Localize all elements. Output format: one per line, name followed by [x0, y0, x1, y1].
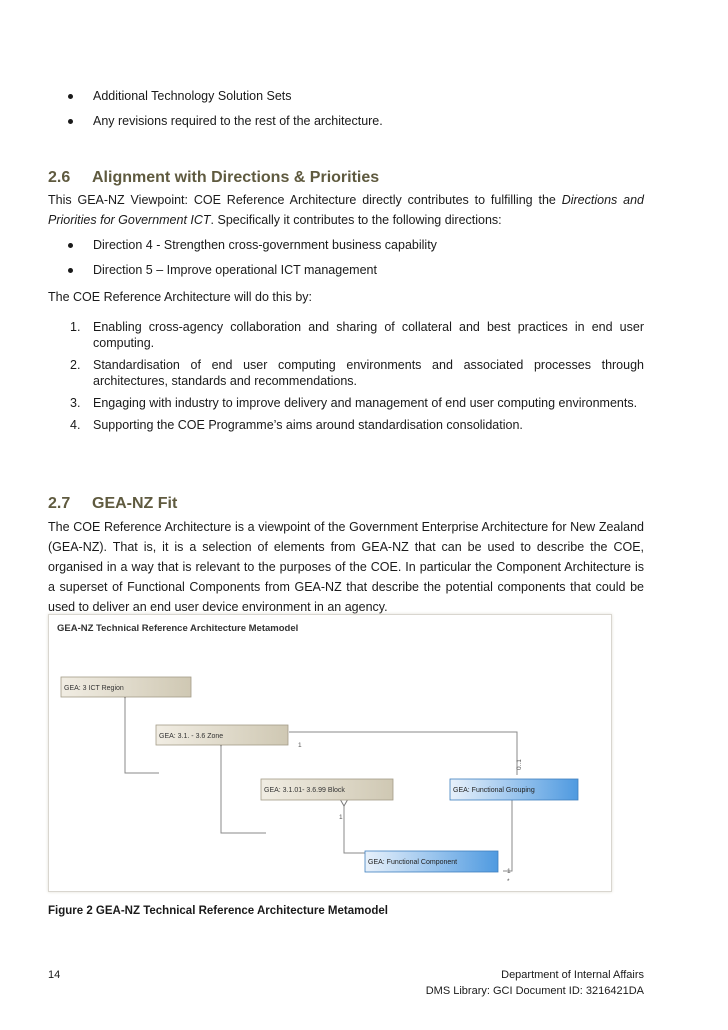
directions-list [68, 238, 437, 278]
connector-zone-grouping [289, 732, 517, 775]
bullet-icon [68, 268, 73, 273]
list-item [68, 89, 383, 104]
list-item [70, 395, 644, 411]
bullet-text: Additional Technology Solution Sets [93, 89, 292, 103]
bullet-icon [68, 119, 73, 124]
section-2-7-body: The COE Reference Architecture is a viewpoint of the Government Enterprise Architecture for New Zealand (GEA-NZ). That is, it is a selection of elements from GEA-NZ that can be used to describe the COE, organised in a way that is relevant to the purposes of the COE. In particular the Component Architecture is a superset of Functional Components from GEA-NZ that describe the potential components that could be used to deliver an end user device environment in an agency. [48, 520, 644, 614]
footer-doc-id: DMS Library: GCI Document ID: 3216421DA [425, 985, 644, 997]
section-number: 2.6 [48, 169, 71, 186]
section-number: 2.7 [48, 495, 71, 512]
multiplicity-label: 1 [507, 868, 511, 875]
list-item [68, 263, 437, 278]
figure-title: GEA-NZ Technical Reference Architecture Metamodel [57, 623, 299, 634]
item-text: Supporting the COE Programme’s aims around standardisation consolidation. [93, 418, 523, 432]
bullet-text: Direction 5 – Improve operational ICT management [93, 263, 377, 277]
lead-in-text: The COE Reference Architecture will do this by: [48, 290, 313, 304]
list-item [68, 238, 437, 253]
item-text: Standardisation of end user computing environments and associated processes through architectures, standards and recommendations. [93, 358, 644, 388]
metamodel-figure [48, 614, 612, 892]
intro-text-end: . Specifically it contributes to the following directions: [210, 213, 502, 227]
item-number: 4. [70, 418, 81, 432]
diagram-nodes [61, 677, 578, 872]
multiplicity-label: * [507, 878, 510, 885]
metamodel-diagram [49, 615, 611, 891]
bullet-text: Direction 4 - Strengthen cross-government business capability [93, 238, 437, 252]
item-number: 3. [70, 396, 81, 410]
top-bullet-list [68, 89, 383, 129]
numbered-list [70, 319, 644, 433]
list-item [68, 114, 383, 129]
list-item [70, 357, 644, 389]
list-item [70, 417, 644, 433]
item-number: 1. [70, 320, 81, 334]
figure-caption: Figure 2 GEA-NZ Technical Reference Architecture Metamodel [48, 905, 388, 917]
section-2-6-intro [48, 190, 644, 230]
section-title: Alignment with Directions & Priorities [92, 169, 380, 186]
multiplicity-label: 0..1 [516, 759, 523, 770]
item-text: Engaging with industry to improve delivery and management of end user computing environments. [93, 396, 638, 410]
node-label: GEA: 3 ICT Region [64, 685, 124, 692]
connector-region-zone [125, 698, 159, 773]
multiplicity-label: 1 [339, 814, 343, 821]
list-item [70, 319, 644, 351]
page-number: 14 [48, 969, 61, 981]
connector-grouping-component [503, 798, 512, 871]
bullet-icon [68, 94, 73, 99]
node-label: GEA: 3.1. - 3.6 Zone [159, 733, 224, 740]
intro-italic-text: Directions and Priorities for Government ICT [48, 193, 644, 227]
node-label: GEA: Functional Grouping [453, 787, 535, 794]
connector-block-component [344, 806, 370, 853]
multiplicity-label: 1 [298, 742, 302, 749]
node-label: GEA: 3.1.01- 3.6.99 Block [264, 787, 345, 794]
item-text: Enabling cross-agency collaboration and sharing of collateral and best practices in end user computing. [93, 320, 644, 350]
footer-org: Department of Internal Affairs [501, 969, 644, 981]
item-number: 2. [70, 358, 81, 372]
node-label: GEA: Functional Component [368, 859, 458, 866]
bullet-icon [68, 243, 73, 248]
intro-text: This GEA-NZ Viewpoint: COE Reference Architecture directly contributes to fulfilling the [48, 193, 562, 207]
bullet-text: Any revisions required to the rest of the architecture. [93, 114, 383, 128]
section-heading-2-7 [48, 495, 177, 513]
connector-zone-block [221, 746, 266, 833]
section-heading-2-6 [48, 169, 379, 187]
section-title: GEA-NZ Fit [92, 495, 178, 512]
